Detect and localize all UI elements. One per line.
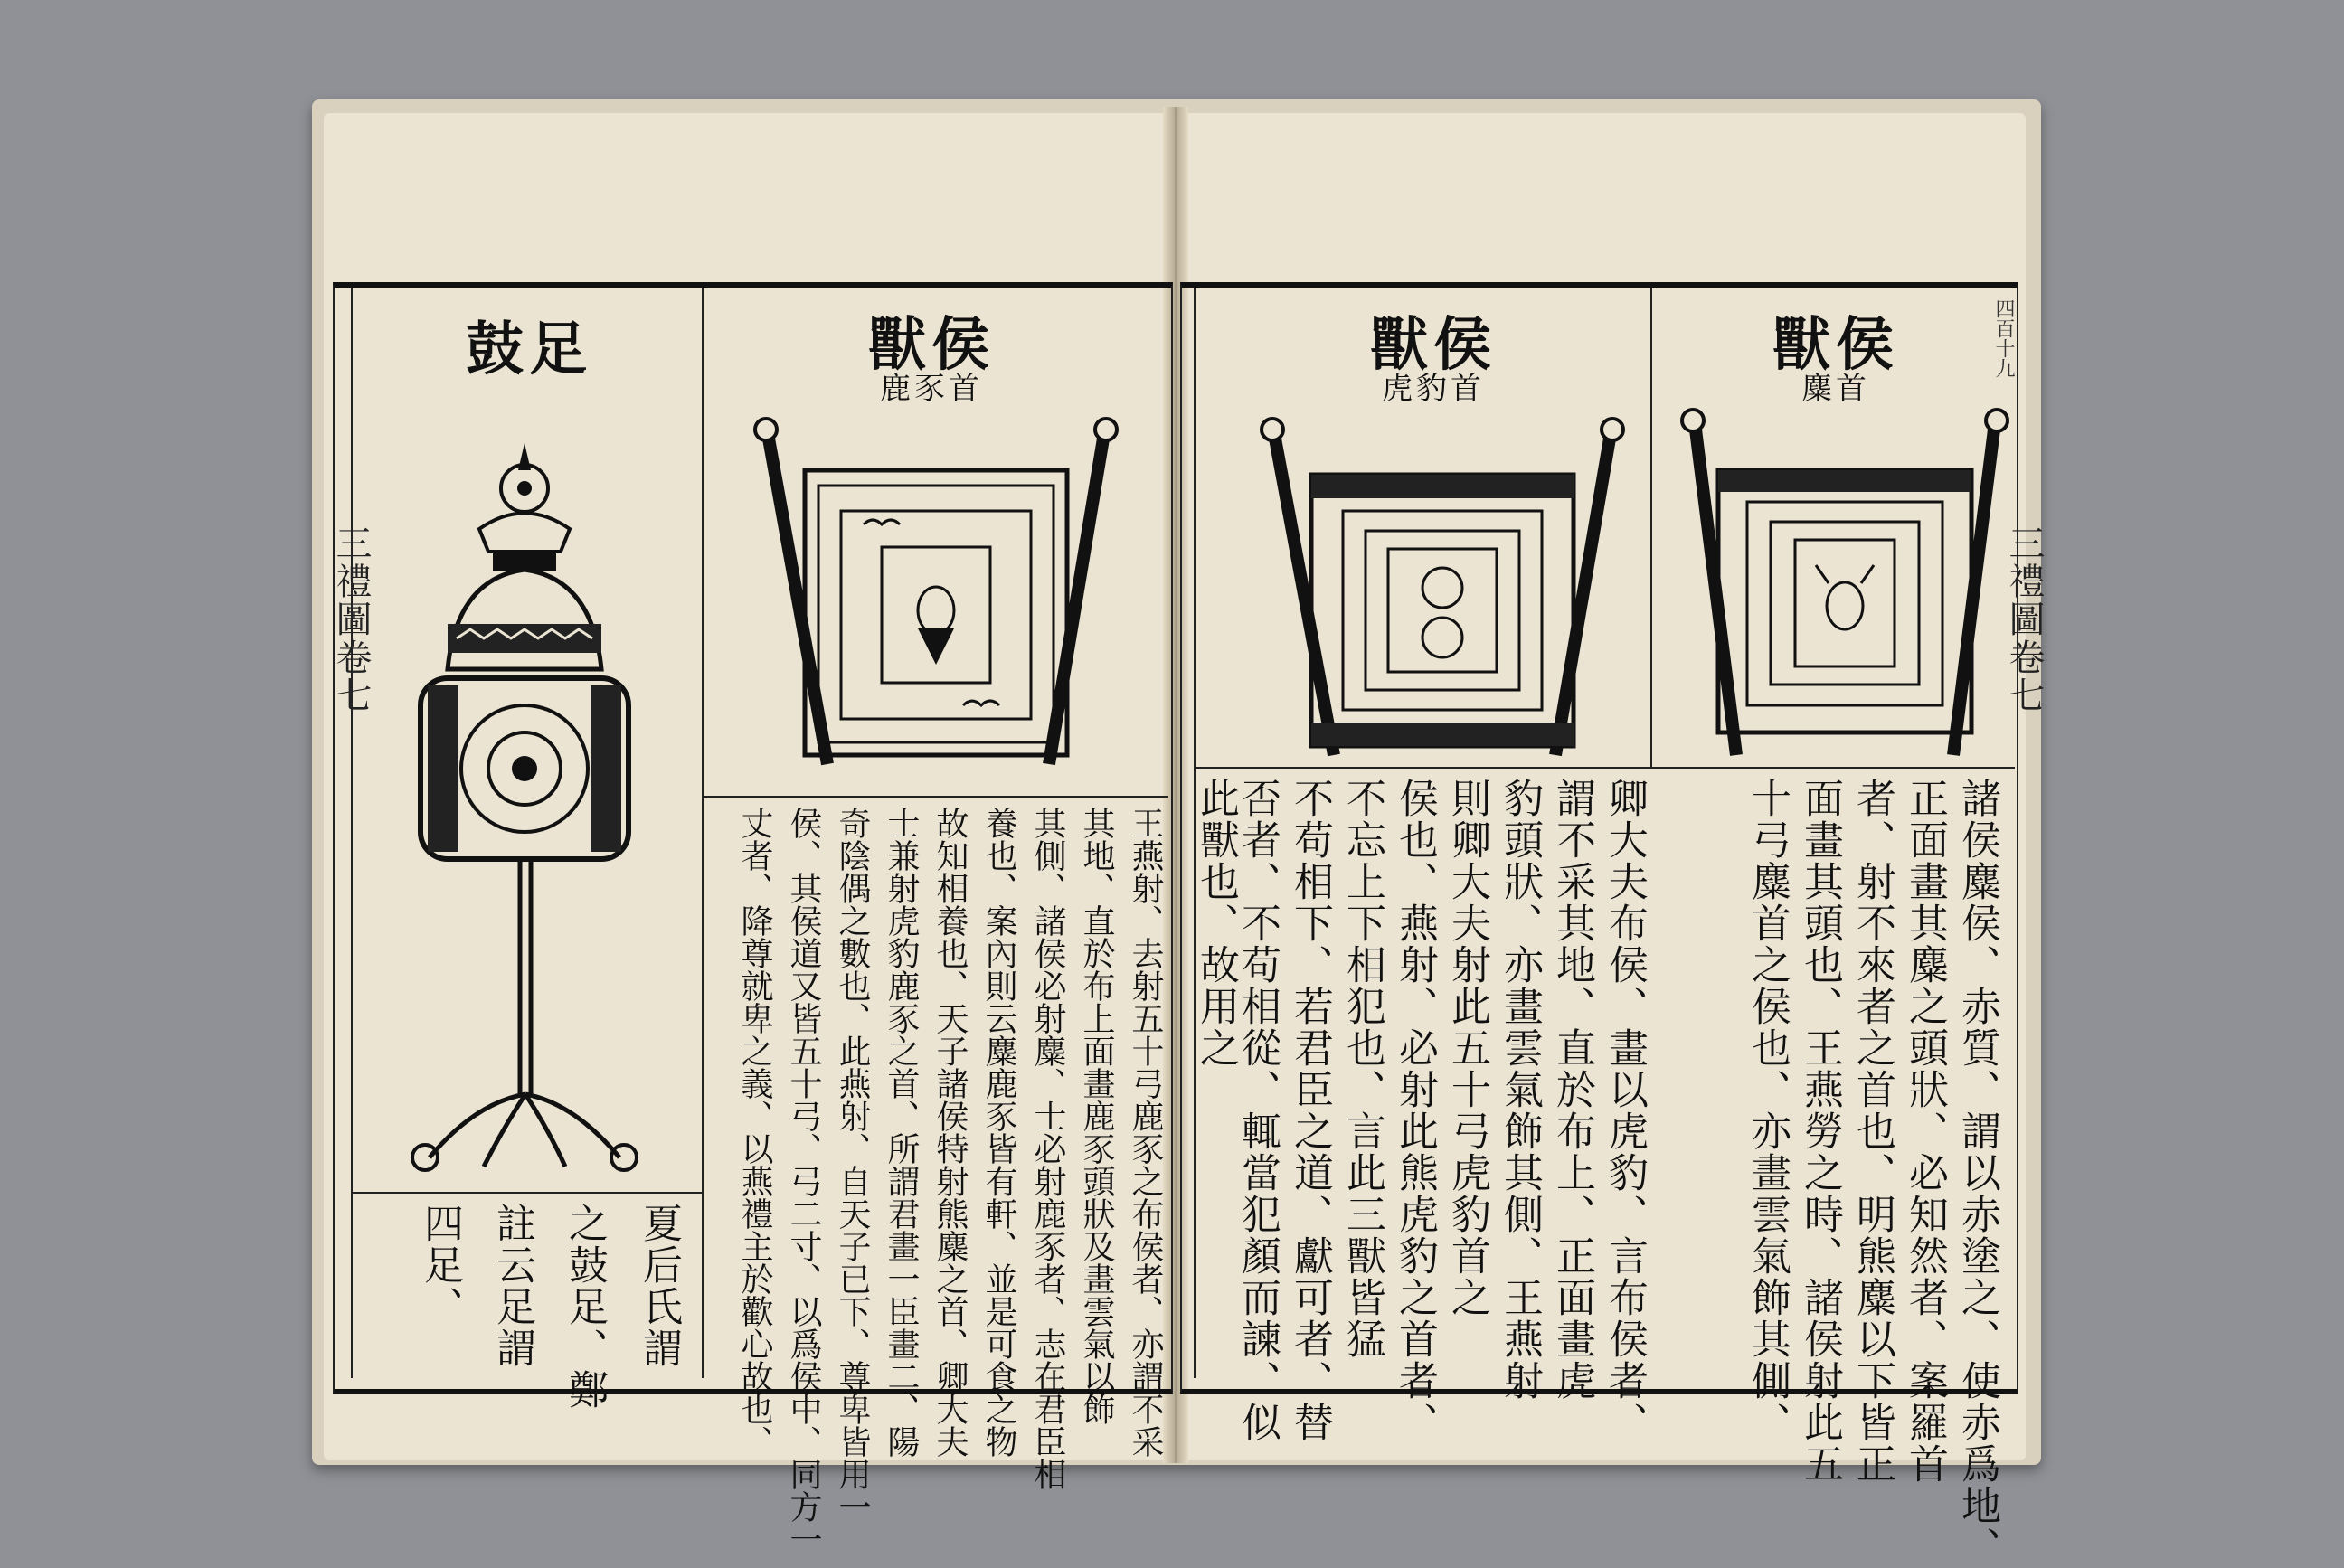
elk-text-column: 者、射不來者之首也、明熊麋以下皆正 (1849, 778, 1895, 1485)
deer-target-title: 獸侯 (868, 311, 995, 379)
tiger-text-column: 否者、不苟相從、輒當犯顏而諫、似 (1234, 778, 1281, 1443)
elk-text-column: 正面畫其麋之頭狀、必知然者、案羅首 (1902, 778, 1948, 1485)
tiger-text-column: 不忘上下相犯也、言此三獸皆猛 (1339, 778, 1385, 1360)
deer-text-column: 王燕射、去射五十弓鹿豕之布侯者、亦謂不采 (1127, 807, 1164, 1458)
drum-text-divider (351, 1192, 702, 1194)
drum-text-column: 註云足謂 (489, 1203, 535, 1369)
tiger-text-column: 卿大夫布侯、畫以虎豹、言布侯者、 (1602, 778, 1648, 1443)
elk-text-column: 面畫其頭也、王燕勞之時、諸侯射此五 (1797, 778, 1843, 1485)
elk-text-column: 諸侯麋侯、赤質、謂以赤塗之、使赤爲地、 (1954, 778, 2000, 1568)
elk-target-illustration (1664, 402, 2026, 764)
left-spine-label: 三禮圖卷七 (330, 524, 372, 714)
deer-text-column: 其地、直於布上面畫鹿豕頭狀及畫雲氣以飾 (1078, 807, 1115, 1425)
tiger-target-illustration (1243, 411, 1641, 773)
drum-text-column: 之鼓足、鄭 (562, 1203, 608, 1411)
deer-target-subtitle: 鹿豕首 (880, 371, 983, 407)
deer-text-column: 奇陰偶之數也、此燕射、自天子已下、尊卑皆用一 (834, 807, 871, 1523)
tiger-text-column: 則卿大夫射此五十弓虎豹首之 (1444, 778, 1490, 1318)
deer-text-column: 其側、諸侯必射麋、士必射鹿豕者、志在君臣相 (1029, 807, 1066, 1490)
elk-text-column: 十弓麋首之侯也、亦畫雲氣飾其側、 (1744, 778, 1791, 1443)
right-spine-label: 三禮圖卷七 (2003, 524, 2045, 714)
tiger-target-title: 獸侯 (1370, 311, 1497, 379)
tiger-text-column: 侯也、燕射、必射此熊虎豹之首者、 (1392, 778, 1438, 1443)
right-panel-divider (1650, 288, 1652, 767)
tiger-text-column: 不苟相下、若君臣之道、獻可者、替 (1287, 778, 1333, 1443)
deer-text-column: 丈者、降尊就卑之義、以燕禮主於歡心故也、 (736, 807, 773, 1458)
drum-illustration (384, 443, 665, 1176)
tiger-target-subtitle: 虎豹首 (1382, 371, 1485, 407)
elk-target-subtitle: 麋首 (1801, 371, 1870, 407)
tiger-text-column: 此獸也、故用之 (1193, 778, 1239, 1069)
drum-text-column: 四足、 (417, 1203, 463, 1327)
deer-text-column: 故知相養也、天子諸侯特射熊麋之首、卿大夫 (931, 807, 969, 1458)
elk-target-title: 獸侯 (1772, 311, 1899, 379)
tiger-text-column: 謂不采其地、直於布上、正面畫虎 (1549, 778, 1595, 1402)
deer-text-column: 養也、案內則云麋鹿豕皆有軒、並是可食之物 (980, 807, 1017, 1458)
left-panel-divider (702, 288, 704, 1378)
deer-text-column: 侯、其侯道又皆五十弓、弓二寸、以爲侯中、同方一 (785, 807, 822, 1555)
tiger-text-column: 豹頭狀、亦畫雲氣飾其側、王燕射 (1497, 778, 1543, 1402)
deer-text-divider (702, 796, 1168, 798)
drum-title: 鼓足 (466, 316, 592, 383)
folio-number: 四百十九 (1992, 298, 2015, 378)
drum-text-column: 夏后氏謂 (636, 1203, 682, 1369)
deer-text-column: 士兼射虎豹鹿豕之首、所謂君畫一臣畫二、陽 (883, 807, 920, 1458)
deer-target-illustration (737, 411, 1135, 791)
